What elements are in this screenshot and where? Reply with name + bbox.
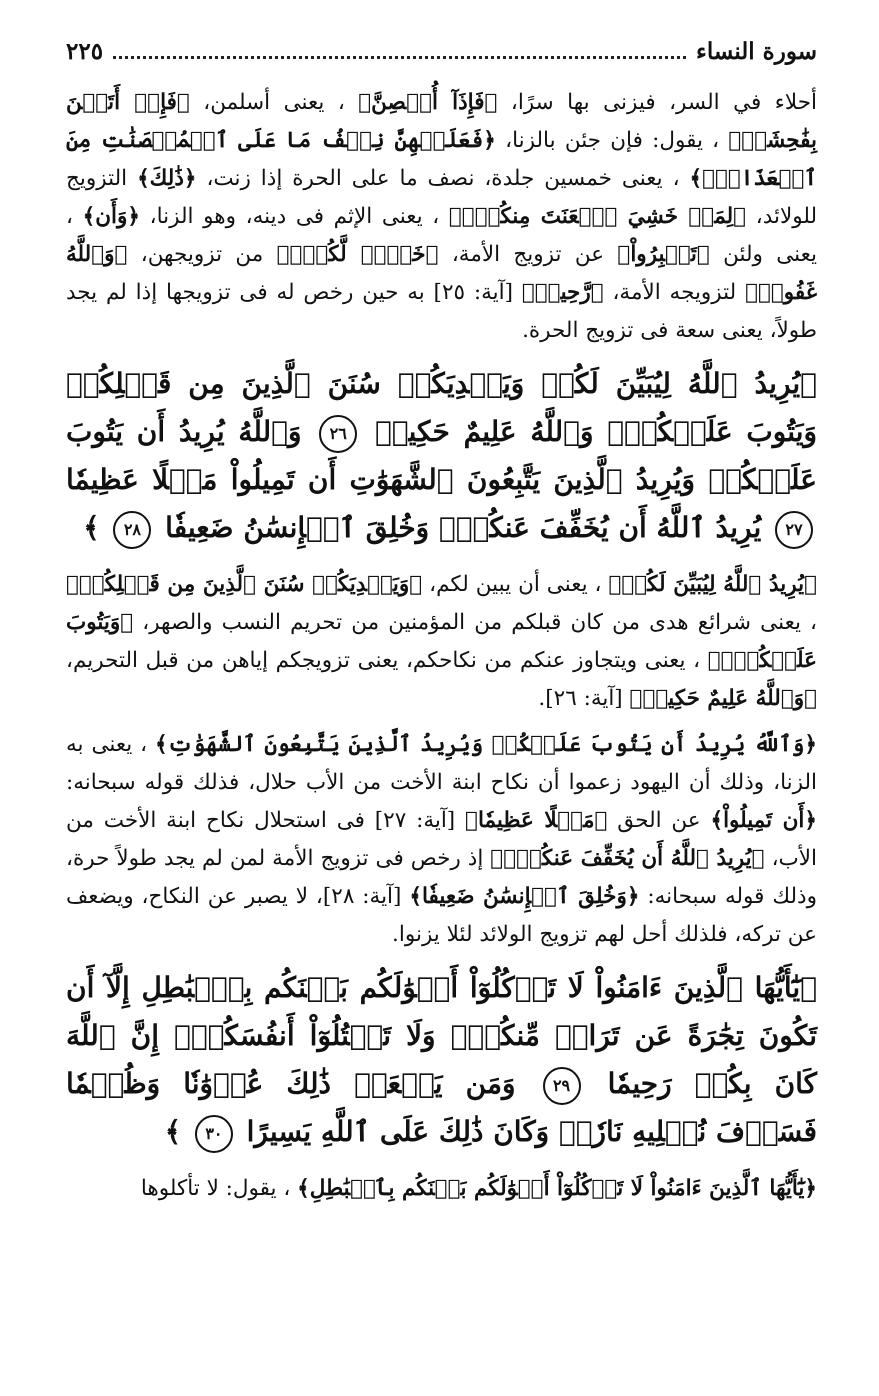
commentary-text: لتزويجه الأمة، bbox=[612, 280, 737, 305]
commentary-text: إذ رخص فى تزويج الأمة لمن لم يجد طولاً حرة، وذلك قوله سبحانه: bbox=[66, 846, 817, 909]
commentary-text: ، يعنى الإثم فى دينه، وهو الزنا، bbox=[149, 204, 440, 229]
commentary-text: ، يعنى به الزنا، وذلك أن اليهود زعموا أن نكاح ابنة الأخت من الأب حلال، فذلك قوله سبحانه: bbox=[66, 732, 817, 795]
quran-quote: ﴿فَإِنۡ أَتَيۡنَ بِفَٰحِشَةٖ﴾ bbox=[66, 90, 818, 153]
commentary-text: عن الحق bbox=[617, 808, 701, 833]
quran-quote: ﴿وَٱللَّهُ يُرِيدُ أَن يَتُوبَ عَلَيۡكُمۡ وَيُرِيدُ ٱلَّذِينَ يَتَّبِعُونَ ٱلشَّهَوَٰتِ﴾ bbox=[155, 732, 817, 757]
verse-text: وَمَن يَفۡعَلۡ ذَٰلِكَ عُدۡوَٰنٗا وَظُلۡمٗا فَسَوۡفَ نُصۡلِيهِ نَارٗاۚ وَكَانَ ذَٰلِكَ عَلَى ٱللَّهِ يَسِيرًا bbox=[66, 1067, 817, 1148]
header-dotted-leader bbox=[113, 56, 686, 59]
quran-quote: ﴿وَٱللَّهُ غَفُورٞ﴾ bbox=[66, 242, 817, 305]
commentary-text: [آية: ٢٦]. bbox=[538, 686, 623, 711]
verse-number-medallion: ٢٩ bbox=[543, 1067, 581, 1105]
verse-number-medallion: ٢٨ bbox=[113, 511, 151, 549]
quran-quote: ﴿ذَٰلِكَ﴾ bbox=[137, 166, 197, 191]
verse-close-bracket: ﴾ bbox=[164, 1115, 182, 1148]
quran-quote: ﴿خَيۡرٞ لَّكُمۡۗ﴾ bbox=[276, 242, 439, 267]
verse-close-bracket: ﴾ bbox=[83, 511, 100, 544]
page-number: ٢٢٥ bbox=[66, 38, 104, 65]
quran-verse-block-2 bbox=[66, 964, 817, 1156]
quran-quote: ﴿أَن تَمِيلُواْ﴾ bbox=[710, 808, 818, 833]
verse-text: يُرِيدُ ٱللَّهُ أَن يُخَفِّفَ عَنكُمۡۚ وَخُلِقَ ٱلۡإِنسَٰنُ ضَعِيفٗا bbox=[165, 511, 762, 544]
quran-quote: ﴿وَيَهۡدِيَكُمۡ سُنَنَ ٱلَّذِينَ مِن قَبۡلِكُمۡ﴾ bbox=[66, 572, 423, 597]
surah-title: سورة النساء bbox=[696, 38, 817, 65]
quran-quote: ﴿وَخُلِقَ ٱلۡإِنسَٰنُ ضَعِيفٗا﴾ bbox=[409, 884, 640, 909]
verse-number-medallion: ٣٠ bbox=[195, 1115, 233, 1153]
verse-text: ﴿يُرِيدُ ٱللَّهُ لِيُبَيِّنَ لَكُمۡ وَيَهۡدِيَكُمۡ سُنَنَ ٱلَّذِينَ مِن قَبۡلِكُمۡ وَيَتُوبَ عَلَيۡكُمۡۗ وَٱللَّهُ عَلِيمٌ حَكِيمٞ bbox=[66, 367, 818, 448]
commentary-text: أحلاء في السر، فيزنى بها سرًا، bbox=[510, 90, 817, 115]
commentary-text: التزويج للولائد، bbox=[66, 166, 818, 229]
commentary-text: ، يقول: لا تأكلوها bbox=[140, 1176, 291, 1201]
quran-quote: ﴿فَعَلَيۡهِنَّ نِصۡفُ مَا عَلَى ٱلۡمُحۡصَنَٰتِ مِنَ ٱلۡعَذَابِۚ﴾ bbox=[66, 128, 817, 191]
commentary-text: ، يعنى أسلمن، bbox=[203, 90, 345, 115]
quran-quote: ﴿وَيَتُوبَ عَلَيۡكُمۡۗ﴾ bbox=[66, 610, 817, 673]
commentary-text: ، يعنى ولئن bbox=[66, 204, 817, 267]
commentary-text: [آية: ٢٥] به حين رخص له فى تزويجها إذا لم يجد طولاً، يعنى سعة فى تزويج الحرة. bbox=[66, 280, 817, 343]
verse-text: وَٱللَّهُ يُرِيدُ أَن يَتُوبَ عَلَيۡكُمۡ وَيُرِيدُ ٱلَّذِينَ يَتَّبِعُونَ ٱلشَّهَوَٰتِ أَن تَمِيلُواْ مَيۡلًا عَظِيمٗا bbox=[66, 415, 817, 496]
paragraph-gap bbox=[66, 718, 817, 726]
commentary-text: ، يعنى شرائع هدى من كان قبلكم من المؤمنين من تحريم النسب والصهر، bbox=[142, 610, 817, 635]
verse-number-medallion: ٢٦ bbox=[319, 415, 357, 453]
commentary-text: ، يقول: فإن جئن بالزنا، bbox=[505, 128, 720, 153]
quran-quote: ﴿مَيۡلًا عَظِيمٗا﴾ bbox=[465, 808, 608, 833]
commentary-text: [آية: ٢٧] فى استحلال نكاح ابنة الأخت من الأب، bbox=[66, 808, 817, 871]
quran-quote: ﴿فَإِذَآ أُحۡصِنَّ﴾ bbox=[358, 90, 498, 115]
commentary-paragraph-4 bbox=[66, 1170, 817, 1208]
verse-number-medallion: ٢٧ bbox=[775, 511, 813, 549]
quran-quote: ﴿يُرِيدُ ٱللَّهُ لِيُبَيِّنَ لَكُمۡ﴾ bbox=[608, 572, 817, 597]
quran-quote: ﴿وَٱللَّهُ عَلِيمٌ حَكِيمٞ﴾ bbox=[629, 686, 817, 711]
quran-quote: ﴿تَصۡبِرُواْ﴾ bbox=[617, 242, 710, 267]
verse-text: ﴿يَٰٓأَيُّهَا ٱلَّذِينَ ءَامَنُواْ لَا تَأۡكُلُوٓاْ أَمۡوَٰلَكُم بَيۡنَكُم بِٱلۡبَٰطِلِ إِلَّآ أَن تَكُونَ تِجَٰرَةً عَن تَرَاضٖ مِّنكُمۡۚ وَلَا تَقۡتُلُوٓاْ أَنفُسَكُمۡۚ إِنَّ ٱللَّهَ كَانَ بِكُمۡ رَحِيمٗا bbox=[66, 971, 817, 1100]
quran-verse-block-1 bbox=[66, 360, 817, 552]
commentary-text: [آية: ٢٨]، لا يصبر عن النكاح، ويضعف عن تركه، فلذلك أحل لهم تزويج الولائد لئلا يزنوا. bbox=[66, 884, 817, 947]
quran-quote: ﴿رَّحِيمٞ﴾ bbox=[521, 280, 604, 305]
commentary-text: من تزويجهن، bbox=[140, 242, 264, 267]
commentary-paragraph-1 bbox=[66, 84, 817, 350]
commentary-text: ، يعنى أن يبين لكم، bbox=[429, 572, 602, 597]
quran-quote: ﴿وَأَن﴾ bbox=[82, 204, 140, 229]
quran-quote: ﴿لِمَنۡ خَشِيَ ٱلۡعَنَتَ مِنكُمۡۚ﴾ bbox=[448, 204, 747, 229]
commentary-text: عن تزويج الأمة، bbox=[451, 242, 605, 267]
commentary-paragraph-3 bbox=[66, 726, 817, 954]
commentary-text: ، يعنى ويتجاوز عنكم من نكاحكم، يعنى تزويجكم إياهن من قبل التحريم، bbox=[66, 648, 701, 673]
quran-quote: ﴿يُرِيدُ ٱللَّهُ أَن يُخَفِّفَ عَنكُمۡۚ﴾ bbox=[490, 846, 765, 871]
commentary-paragraph-2 bbox=[66, 566, 817, 718]
commentary-text: ، يعنى خمسين جلدة، نصف ما على الحرة إذا زنت، bbox=[206, 166, 680, 191]
quran-quote: ﴿يَٰٓأَيُّهَا ٱلَّذِينَ ءَامَنُواْ لَا تَأۡكُلُوٓاْ أَمۡوَٰلَكُم بَيۡنَكُم بِٱلۡبَٰطِلِ﴾ bbox=[297, 1176, 817, 1201]
page-header bbox=[66, 38, 817, 84]
